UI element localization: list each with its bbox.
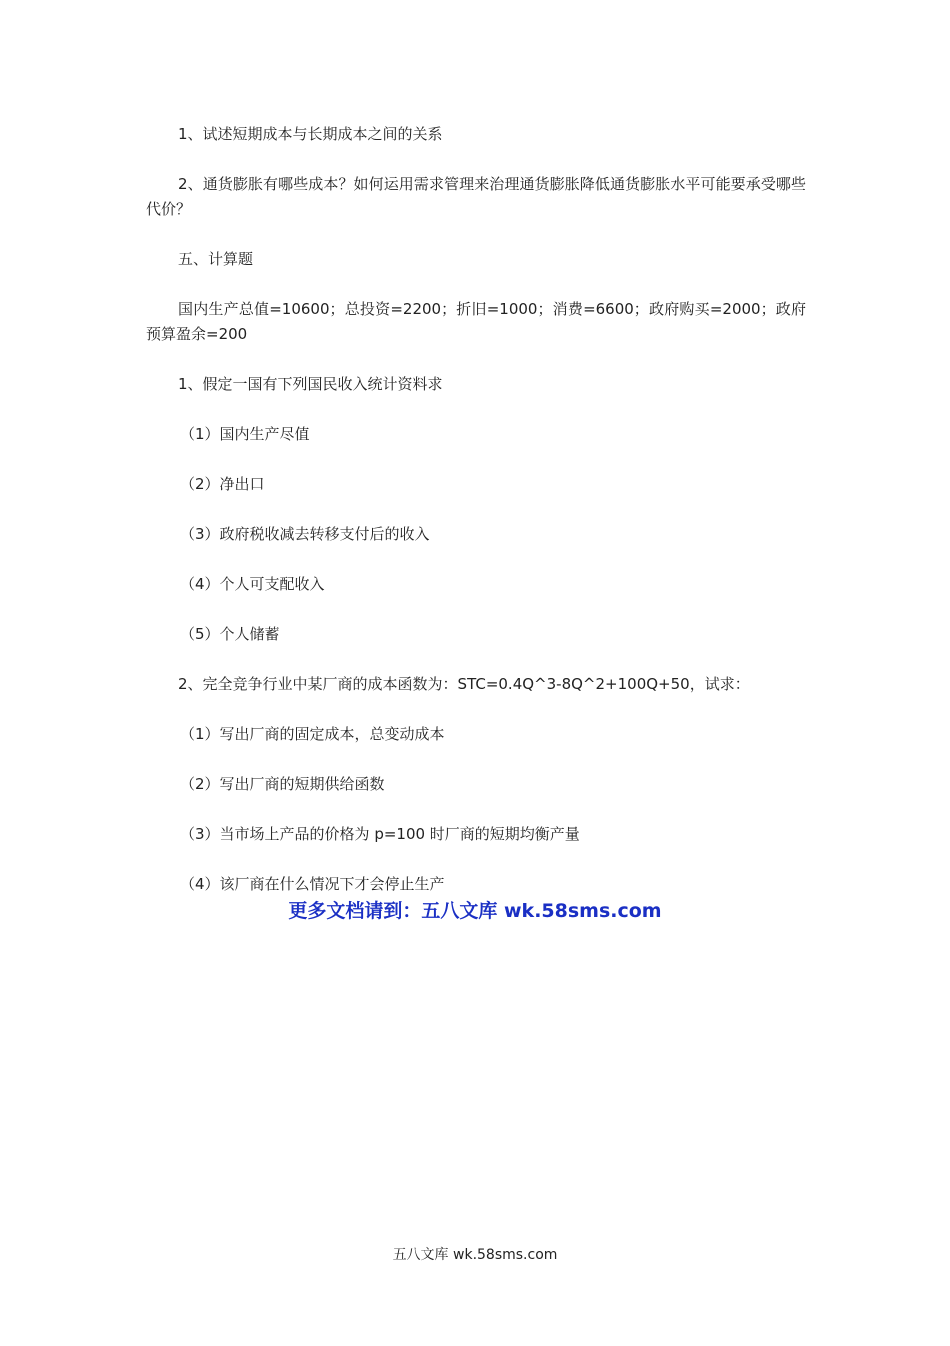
question-short-long-run-cost: 1、试述短期成本与长期成本之间的关系	[178, 125, 443, 143]
page-footer: 五八文库 wk.58sms.com	[392, 1247, 558, 1263]
problem-1-statement: 1、假定一国有下列国民收入统计资料求	[178, 375, 443, 393]
promo-link-text[interactable]: 更多文档请到：五八文库 wk.58sms.com	[288, 900, 662, 922]
problem-2-statement: 2、完全竞争行业中某厂商的成本函数为：STC=0.4Q^3-8Q^2+100Q+50，试求：	[178, 675, 750, 693]
question-inflation-cost: 2、通货膨胀有哪些成本？如何运用需求管理来治理通货膨胀降低通货膨胀水平可能要承受哪些代价？	[146, 175, 806, 218]
problem-1-item-4: （4）个人可支配收入	[180, 575, 325, 593]
national-income-data: 国内生产总值=10600；总投资=2200；折旧=1000；消费=6600；政府购买=2000；政府预算盈余=200	[146, 300, 806, 343]
problem-2-item-1: （1）写出厂商的固定成本，总变动成本	[180, 725, 445, 743]
problem-1-item-2: （2）净出口	[180, 475, 265, 493]
problem-2-item-2: （2）写出厂商的短期供给函数	[180, 775, 385, 793]
problem-2-item-4: （4）该厂商在什么情况下才会停止生产	[180, 875, 445, 893]
problem-1-item-1: （1）国内生产尽值	[180, 425, 310, 443]
problem-2-item-3: （3）当市场上产品的价格为 p=100 时厂商的短期均衡产量	[180, 825, 580, 843]
section-heading-calculation: 五、计算题	[178, 250, 254, 268]
problem-1-item-5: （5）个人储蓄	[180, 625, 280, 643]
problem-1-item-3: （3）政府税收减去转移支付后的收入	[180, 525, 430, 543]
